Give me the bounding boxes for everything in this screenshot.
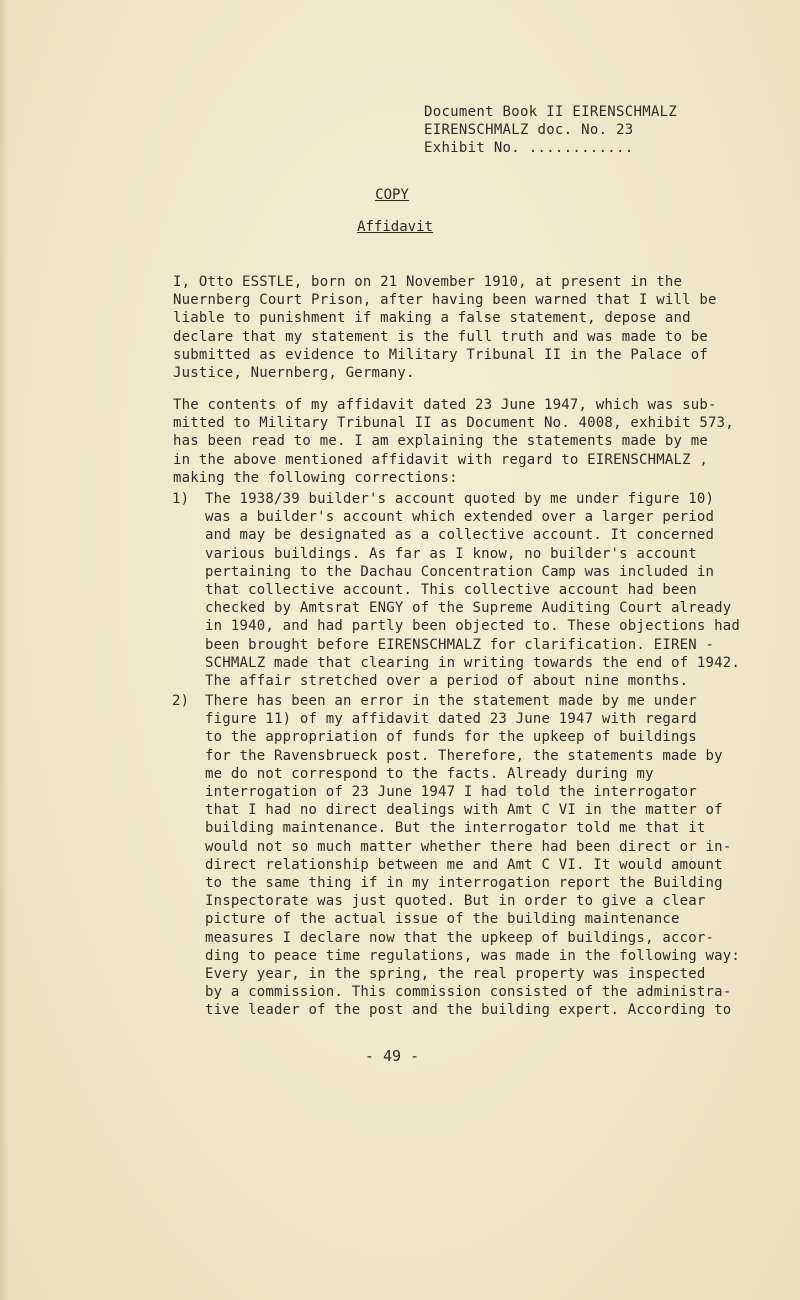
text-line: me do not correspond to the facts. Already during my <box>205 765 654 782</box>
text-line: by a commission. This commission consisted of the administra- <box>205 984 732 1001</box>
item-number: 2) <box>172 693 190 709</box>
text-line: that collective account. This collective account had been <box>205 582 697 599</box>
text-line: Every year, in the spring, the real property was inspected <box>205 966 706 983</box>
text-line: Nuernberg Court Prison, after having been warned that I will be <box>173 292 717 309</box>
text-line: to the appropriation of funds for the upkeep of buildings <box>205 729 697 746</box>
text-line: figure 11) of my affidavit dated 23 June 1947 with regard <box>205 711 697 728</box>
text-line: in the above mentioned affidavit with regard to EIRENSCHMALZ , <box>173 451 708 468</box>
text-line: Inspectorate was just quoted. But in order to give a clear <box>205 893 706 910</box>
text-line: mitted to Military Tribunal II as Document No. 4008, exhibit 573, <box>173 415 734 432</box>
page-number-text: - 49 - <box>364 1047 420 1065</box>
text-line: in 1940, and had partly been objected to. These objections had <box>205 618 740 635</box>
text-line: would not so much matter whether there had been direct or in- <box>205 838 732 855</box>
text-line: pertaining to the Dachau Concentration Camp was included in <box>205 563 715 580</box>
text-line: The affair stretched over a period of about nine months. <box>205 673 689 690</box>
text-line: for the Ravensbrueck post. Therefore, the statements made by <box>205 747 723 764</box>
text-line: submitted as evidence to Military Tribunal II in the Palace of <box>173 346 708 363</box>
text-line: has been read to me. I am explaining the statements made by me <box>173 433 708 450</box>
text-line: checked by Amtsrat ENGY of the Supreme Auditing Court already <box>205 600 732 617</box>
text-line: declare that my statement is the full truth and was made to be <box>173 328 708 345</box>
item-body <box>205 692 740 1020</box>
text-line: The contents of my affidavit dated 23 June 1947, which was sub- <box>173 397 717 413</box>
text-line: building maintenance. But the interrogator told me that it <box>205 820 706 837</box>
paragraph-corrections-intro <box>173 396 734 487</box>
text-line: was a builder's account which extended over a larger period <box>205 509 715 526</box>
header-document-book: Document Book II EIRENSCHMALZ <box>424 104 678 120</box>
header-exhibit-number: Exhibit No. ............ <box>424 140 634 156</box>
copy-label-text: COPY <box>375 187 409 203</box>
text-line: liable to punishment if making a false statement, depose and <box>173 310 691 327</box>
item-body <box>205 490 740 690</box>
text-line: The 1938/39 builder's account quoted by me under figure 10) <box>205 491 715 507</box>
page-title <box>0 218 800 236</box>
page-title-text: Affidavit <box>357 219 433 235</box>
text-line: ding to peace time regulations, was made in the following way: <box>205 947 740 964</box>
document-header <box>424 103 677 157</box>
text-line: interrogation of 23 June 1947 I had told the interrogator <box>205 784 697 801</box>
text-line: SCHMALZ made that clearing in writing towards the end of 1942. <box>205 654 740 671</box>
text-line: I, Otto ESSTLE, born on 21 November 1910, at present in the <box>173 274 683 290</box>
text-line: direct relationship between me and Amt C VI. It would amount <box>205 856 723 873</box>
paragraph-deponent-statement <box>173 273 717 382</box>
text-line: There has been an error in the statement made by me under <box>205 693 697 709</box>
page-number <box>0 1047 800 1065</box>
text-line: tive leader of the post and the building expert. According to <box>205 1002 732 1019</box>
text-line: picture of the actual issue of the building maintenance <box>205 911 680 928</box>
text-line: been brought before EIRENSCHMALZ for clarification. EIREN - <box>205 636 715 653</box>
item-number: 1) <box>172 491 190 507</box>
header-doc-number: EIRENSCHMALZ doc. No. 23 <box>424 122 634 138</box>
text-line: to the same thing if in my interrogation report the Building <box>205 875 723 892</box>
text-line: various buildings. As far as I know, no builder's account <box>205 545 697 562</box>
text-line: making the following corrections: <box>173 469 458 486</box>
copy-label <box>0 186 800 204</box>
text-line: that I had no direct dealings with Amt C VI in the matter of <box>205 802 723 819</box>
text-line: and may be designated as a collective account. It concerned <box>205 527 715 544</box>
text-line: Justice, Nuernberg, Germany. <box>173 365 415 382</box>
text-line: measures I declare now that the upkeep of buildings, accor- <box>205 929 715 946</box>
